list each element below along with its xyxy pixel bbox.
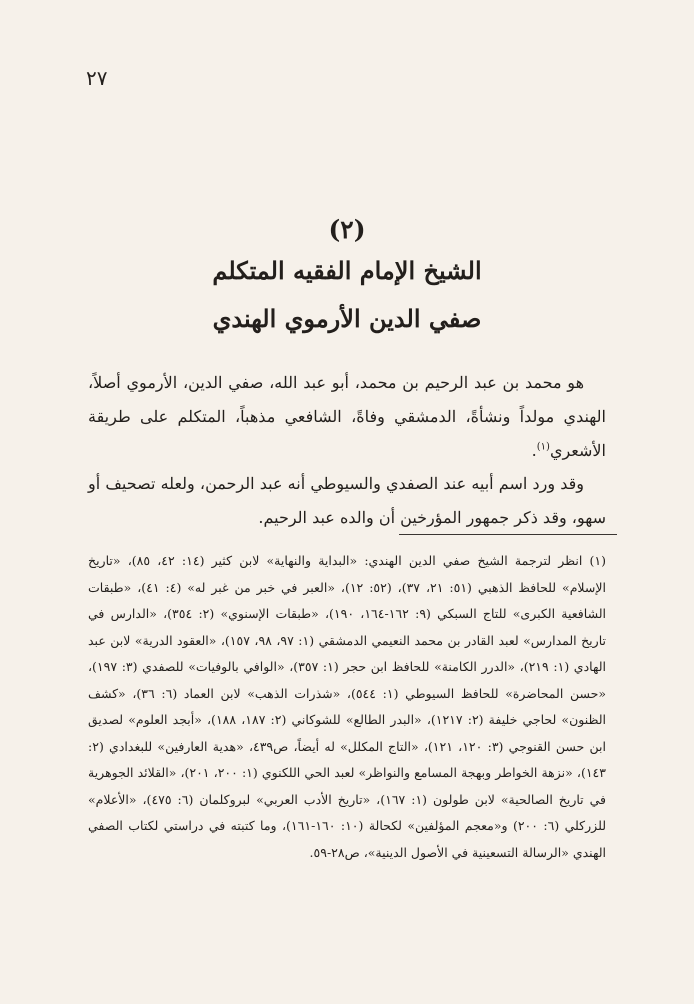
body-paragraph-1-end: . [531, 441, 537, 460]
chapter-title-line-2: صفي الدين الأرموي الهندي [212, 304, 482, 333]
footnote: (١) انظر لترجمة الشيخ صفي الدين الهندي: «البداية والنهاية» لابن كثير (١٤: ٤٢، ٨٥)، «تاريخ الإسلام» للحافظ الذهبي (٥١: ٢١، ٣٧)، (٥٢: ١٢)، «العبر في خبر من غبر له» (٤: ٤١)، «طبقات الشافعية الكبرى» للتاج السبكي (٩: ١٦٢-١٦٤، ١٩٠)، «طبقات الإسنوي» (٢: ٣٥٤)، «الدارس في تاريخ المدارس» لعبد القادر بن محمد النعيمي الدمشقي (١: ٩٧، ٩٨، ١٥٧)، «العقود الدرية» لابن عبد الهادي (١: ٢١٩)، «الدرر الكامنة» للحافظ ابن حجر (١: ٣٥٧)، «الوافي بالوفيات» للصفدي (٣: ١٩٧)، «حسن المحاضرة» للحافظ السيوطي (١: ٥٤٤)، «شذرات الذهب» لابن العماد (٦: ٣٦)، «كشف الظنون» لحاجي خليفة (٢: ١٢١٧)، «البدر الطالع» للشوكاني (٢: ١٨٧، ١٨٨)، «أبجد العلوم» لصديق ابن حسن القنوجي (٣: ١٢٠، ١٢١)، «التاج المكلل» له أيضاً، ص٤٣٩، «هدية العارفين» للبغدادي (٢: ١٤٣)، «نزهة الخواطر وبهجة المسامع والنواظر» لعبد الحي اللكنوي (١: ٢٠٠، ٢٠١)، «القلائد الجوهرية في تاريخ الصالحية» لابن طولون (١: ١٦٧)، «تاريخ الأدب العربي» لبروكلمان (٦: ٤٧٥)، «الأعلام» للزركلي (٦: ٢٠٠) و«معجم المؤلفين» لكحالة (١٠: ١٦٠-١٦١)، وما كتبته في دراستي لكتاب الصفي الهندي «الرسالة التسعينية في الأصول الدينية»، ص٢٨-٥٩. [88, 553, 607, 860]
footnote-divider [399, 534, 617, 535]
page-number: ٢٧ [86, 66, 108, 90]
body-paragraph-2 [88, 467, 606, 535]
chapter-title-line-1: الشيخ الإمام الفقيه المتكلم [212, 256, 482, 285]
body-paragraph-1 [88, 366, 606, 468]
body-paragraph-1-text: هو محمد بن عبد الرحيم بن محمد، أبو عبد الله، صفي الدين، الأرموي أصلاً، الهندي مولداً ونشأةً، الدمشقي وفاةً، الشافعي مذهباً، المتكلم على طريقة الأشعري [88, 373, 606, 460]
footnote-reference[interactable]: (١) [536, 441, 550, 453]
body-paragraph-2-text: وقد ورد اسم أبيه عند الصفدي والسيوطي أنه عبد الرحمن، ولعله تصحيف أو سهو، وقد ذكر جمهور المؤرخين أن والده عبد الرحيم. [88, 474, 606, 527]
chapter-number: (٢) [328, 215, 366, 244]
